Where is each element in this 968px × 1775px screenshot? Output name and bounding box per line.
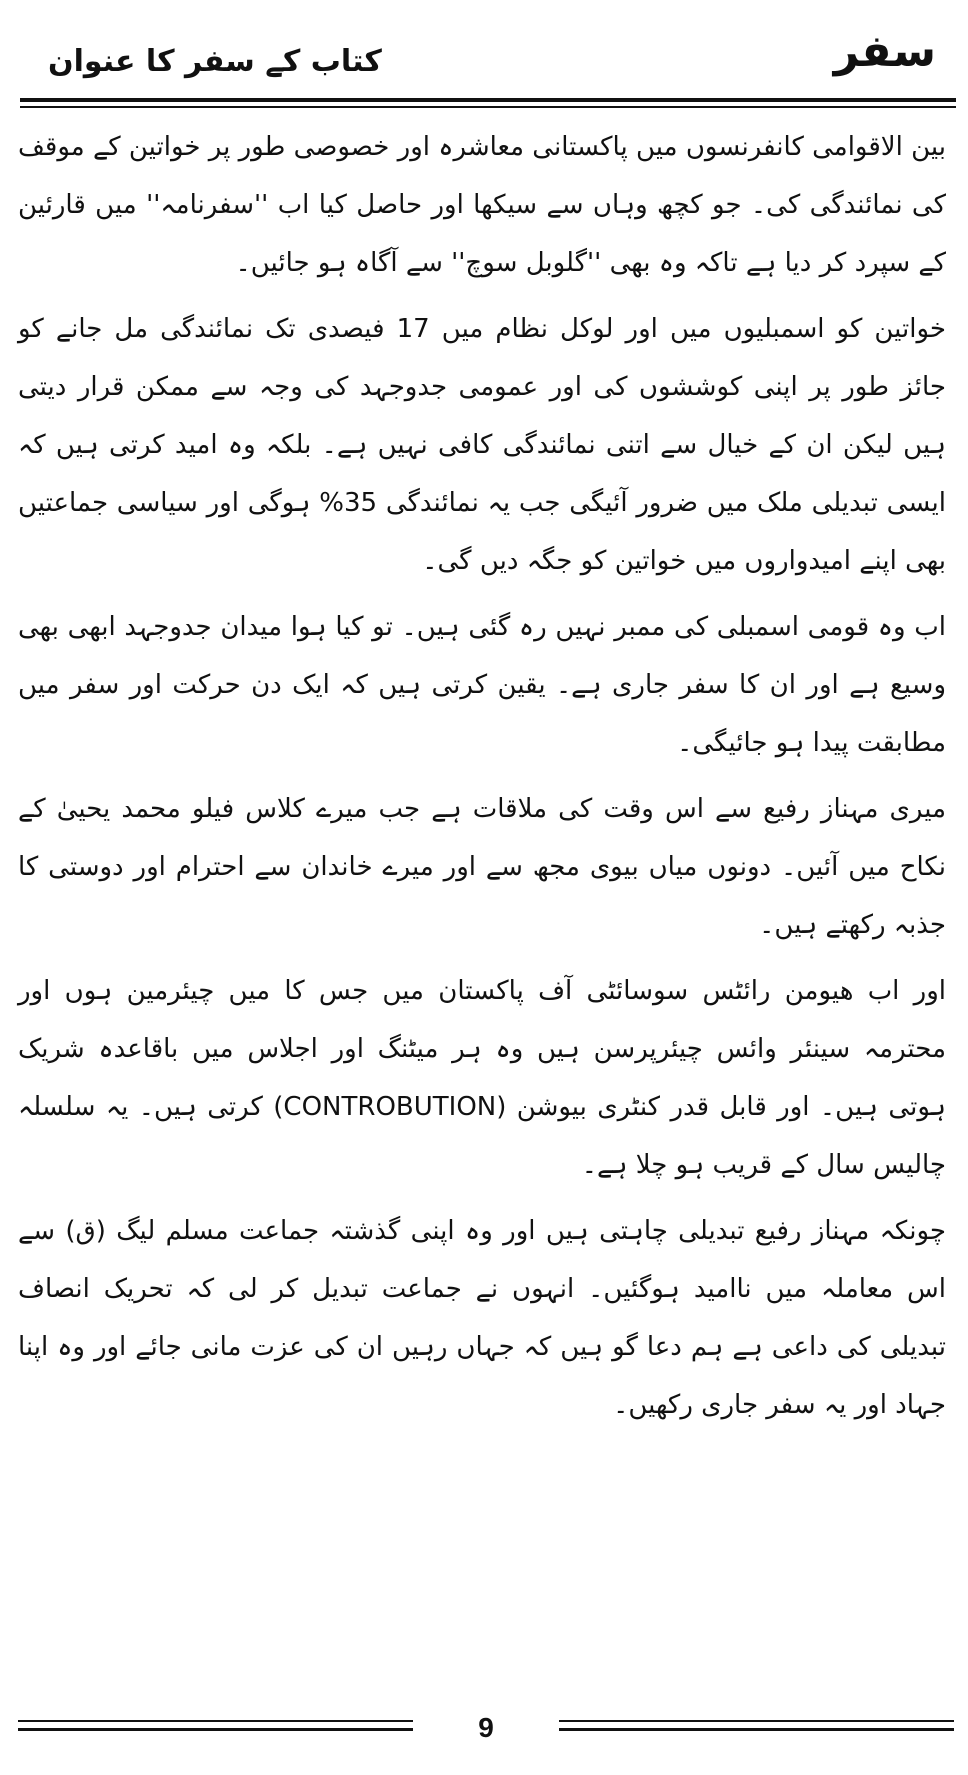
page-body (18, 118, 946, 1668)
paragraph-2: خواتین کو اسمبلیوں میں اور لوکل نظام میں 17 فیصدی تک نمائندگی مل جانے کو جائز طور پر اپنی کوششوں کی اور عمومی جدوجہد کی وجہ سے ممکن قرار دیتی ہیں لیکن ان کے خیال سے اتنی نمائندگی کافی نہیں ہے۔ بلکہ وہ امید کرتی ہیں کہ ایسی تبدیلی ملک میں ضرور آئیگی جب یہ نمائندگی 35% ہوگی اور سیاسی جماعتیں بھی اپنے امیدواروں میں خواتین کو جگہ دیں گی۔ (18, 314, 946, 576)
running-head-right: سفر (833, 26, 936, 77)
paragraph-1: بین الاقوامی کانفرنسوں میں پاکستانی معاشرہ اور خصوصی طور پر خواتین کے موقف کی نمائندگی کی۔ جو کچھ وہاں سے سیکھا اور حاصل کیا اب ''سفرنامہ'' میں قارئین کے سپرد کر دیا ہے تاکہ وہ بھی ''گلوبل سوچ'' سے آگاہ ہو جائیں۔ (18, 132, 946, 278)
page-number: 9 (478, 1712, 494, 1743)
running-head-left: کتاب کے سفر کا عنوان (48, 44, 382, 79)
footer-rule-right-thick (559, 1728, 954, 1731)
paragraph-6: چونکہ مہناز رفیع تبدیلی چاہتی ہیں اور وہ اپنی گذشتہ جماعت مسلم لیگ (ق) سے اس معاملہ میں ناامید ہوگئیں۔ انہوں نے جماعت تبدیل کر لی کہ تحریک انصاف تبدیلی کی داعی ہے ہم دعا گو ہیں کہ جہاں رہیں ان کی عزت مانی جائے اور وہ اپنا جہاد اور یہ سفر جاری رکھیں۔ (18, 1216, 946, 1420)
header-rule-thick (20, 98, 956, 102)
header-rule-thin (20, 106, 956, 108)
paragraph-4: میری مہناز رفیع سے اس وقت کی ملاقات ہے جب میرے کلاس فیلو محمد یحییٰ کے نکاح میں آئیں۔ دونوں میاں بیوی مجھ سے اور میرے خاندان سے احترام اور دوستی کا جذبہ رکھتے ہیں۔ (18, 794, 946, 940)
paragraph-5: اور اب ھیومن رائٹس سوسائٹی آف پاکستان میں جس کا میں چیئرمین ہوں اور محترمہ سینئر وائس چیئرپرسن ہیں وہ ہر میٹنگ اور اجلاس میں باقاعدہ شریک ہوتی ہیں۔ اور قابل قدر کنٹری بیوشن (CONTROBUTION) کرتی ہیں۔ یہ سلسلہ چالیس سال کے قریب ہو چلا ہے۔ (18, 976, 947, 1180)
footer-rule-right-thin (559, 1720, 954, 1722)
page-header (20, 18, 956, 108)
page-footer (18, 1712, 954, 1762)
paragraph-3: اب وہ قومی اسمبلی کی ممبر نہیں رہ گئی ہیں۔ تو کیا ہوا میدان جدوجہد ابھی بھی وسیع ہے اور ان کا سفر جاری ہے۔ یقین کرتی ہیں کہ ایک دن حرکت اور سفر میں مطابقت پیدا ہو جائیگی۔ (18, 612, 946, 758)
